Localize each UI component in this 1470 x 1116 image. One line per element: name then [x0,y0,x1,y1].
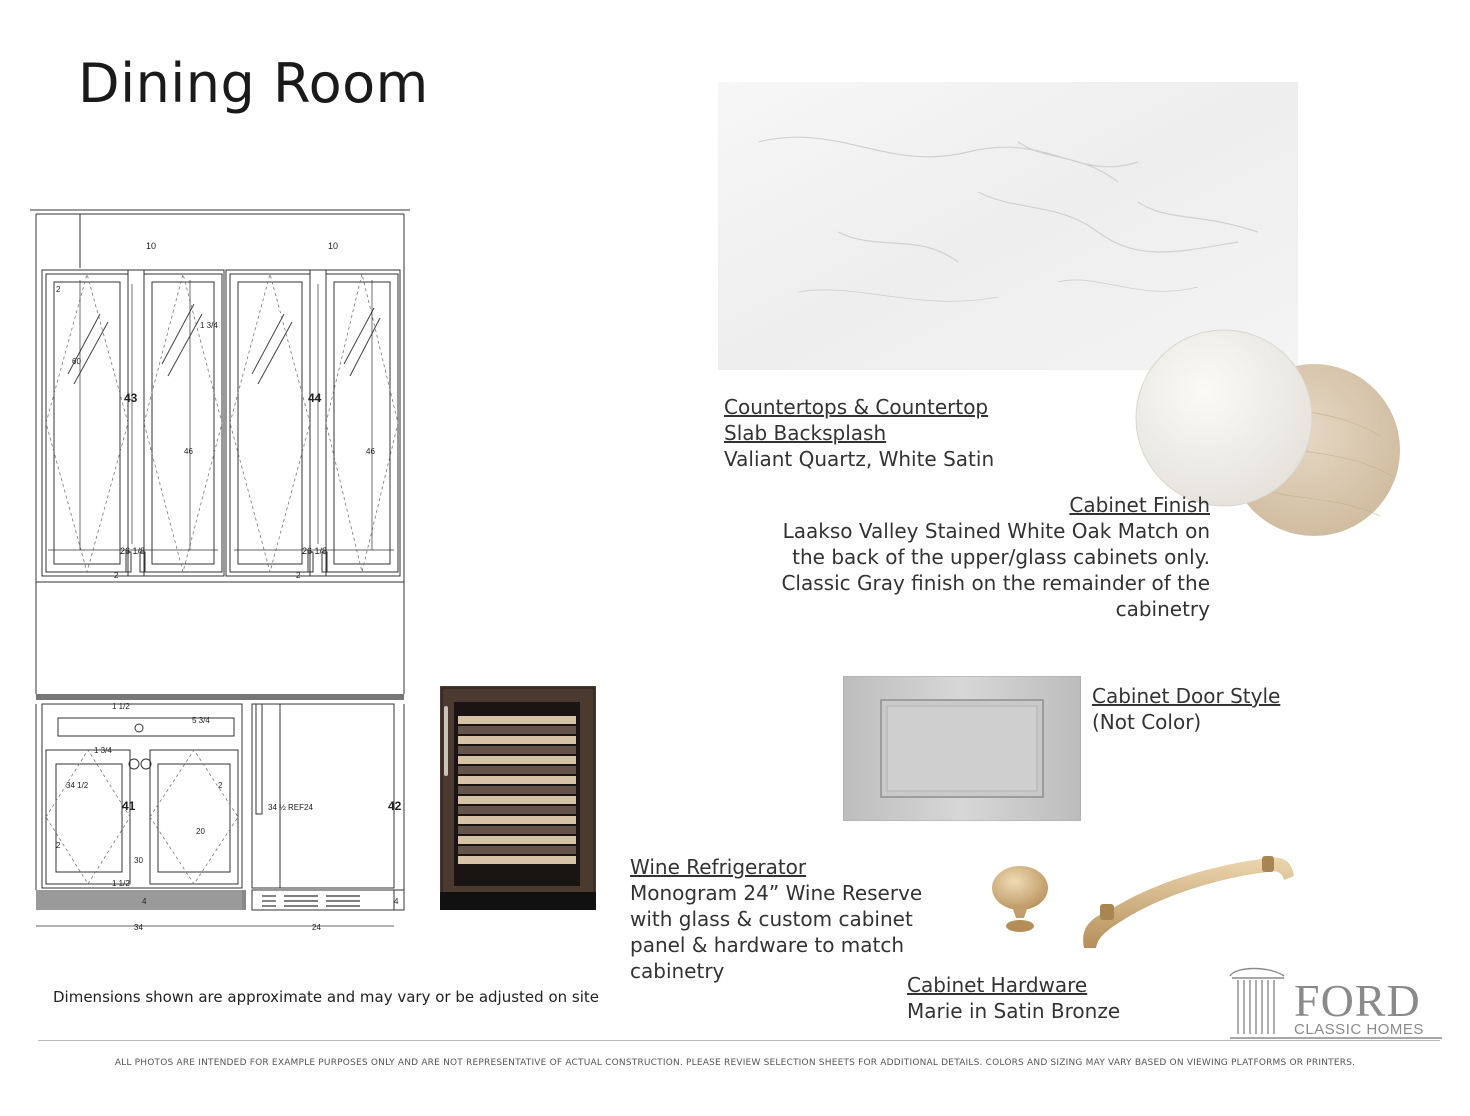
dim-base-stile: 2 [56,841,61,850]
wine-refrigerator-line: cabinetry [630,959,725,983]
dim-top-left: 10 [146,241,157,251]
hardware-selection [907,972,1120,1024]
dim-base-width: 34 [134,923,143,932]
dim-base-height: 34 1/2 [66,781,89,790]
dim-bottom-left: 2 [114,571,119,580]
cabinet-finish-heading: Cabinet Finish [1069,493,1210,517]
wine-refrigerator-line: with glass & custom cabinet [630,907,913,931]
dim-toe-kick-left: 4 [142,897,147,906]
dim-base-inner-width: 30 [134,856,143,865]
page-title: Dining Room [78,52,429,115]
ford-classic-homes-logo [1226,964,1446,1044]
cabinet-pull-image [1070,848,1300,952]
wine-refrigerator-image [440,686,596,910]
cabinet-finish-line: cabinetry [1115,597,1210,621]
footer-note: ALL PHOTOS ARE INTENDED FOR EXAMPLE PURPOSES ONLY AND ARE NOT REPRESENTATIVE OF ACTUAL CONSTRUCTION. PLEASE REVIEW SELECTION SHEETS FOR ADDITIONAL DETAILS. COLORS AND SIZING MAY VARY BASED ON VIEWING PLATFORMS OR PRINTERS. [114,1058,1356,1068]
wine-refrigerator-line: Monogram 24” Wine Reserve [630,881,923,905]
white-satin-swatch [1136,330,1312,506]
door-style-heading: Cabinet Door Style [1092,684,1281,708]
countertops-heading-line2: Slab Backsplash [724,421,887,445]
countertops-heading-line1: Countertops & Countertop [724,395,989,419]
dim-lower-top: 1 1/2 [112,702,130,711]
door-style-selection [1092,683,1280,735]
cabinet-knob-image [988,864,1052,936]
dim-base-number: 41 [122,799,136,813]
hardware-detail: Marie in Satin Bronze [907,999,1121,1023]
cabinet-finish-line: the back of the upper/glass cabinets only. [792,545,1210,569]
cabinet-door-sample [843,676,1081,821]
countertops-detail: Valiant Quartz, White Satin [724,447,995,471]
cabinet-elevation-drawing [28,204,418,934]
dim-glass-inset: 1 3/4 [200,321,218,330]
dim-stile-left: 2 [56,285,61,294]
dim-glass-height-b: 46 [366,447,375,456]
dim-upper-right-number: 44 [308,391,322,405]
wine-refrigerator-line: panel & hardware to match [630,933,905,957]
hardware-heading: Cabinet Hardware [907,973,1088,997]
dim-ref-width: 24 [312,923,321,932]
dim-width-left: 26 1/8 [120,546,146,556]
dim-top-right: 10 [328,241,339,251]
cabinet-finish-selection [781,492,1210,622]
dim-side-right: 2 [218,781,223,790]
dim-width-right: 26 1/8 [302,546,328,556]
countertops-selection [724,394,994,472]
cabinet-finish-line: Classic Gray finish on the remainder of the [781,571,1210,595]
dim-drawer-height: 5 3/4 [192,716,210,725]
dim-glass-height: 60 [72,357,81,366]
logo-name: FORD [1294,975,1421,1026]
door-style-detail: (Not Color) [1092,710,1202,734]
wine-refrigerator-selection [630,854,922,984]
dimensions-disclaimer: Dimensions shown are approximate and may vary or be adjusted on site [53,988,599,1006]
cabinet-finish-line: Laakso Valley Stained White Oak Match on [782,519,1210,543]
dim-glass-height-a: 46 [184,447,193,456]
dim-toe-kick-right: 4 [394,897,399,906]
dim-bottom-right: 2 [296,571,301,580]
dim-base-bottom: 1 1/2 [112,879,130,888]
dim-door-height: 20 [196,827,205,836]
dim-lower-inset: 1 3/4 [94,746,112,755]
dim-upper-left-number: 43 [124,391,138,405]
dim-ref-number: 42 [388,799,402,813]
wine-refrigerator-heading: Wine Refrigerator [630,855,807,879]
logo-subtitle: CLASSIC HOMES [1294,1021,1424,1038]
footer-divider [38,1040,1440,1041]
dim-ref-label: 34 ½ REF24 [268,803,313,812]
